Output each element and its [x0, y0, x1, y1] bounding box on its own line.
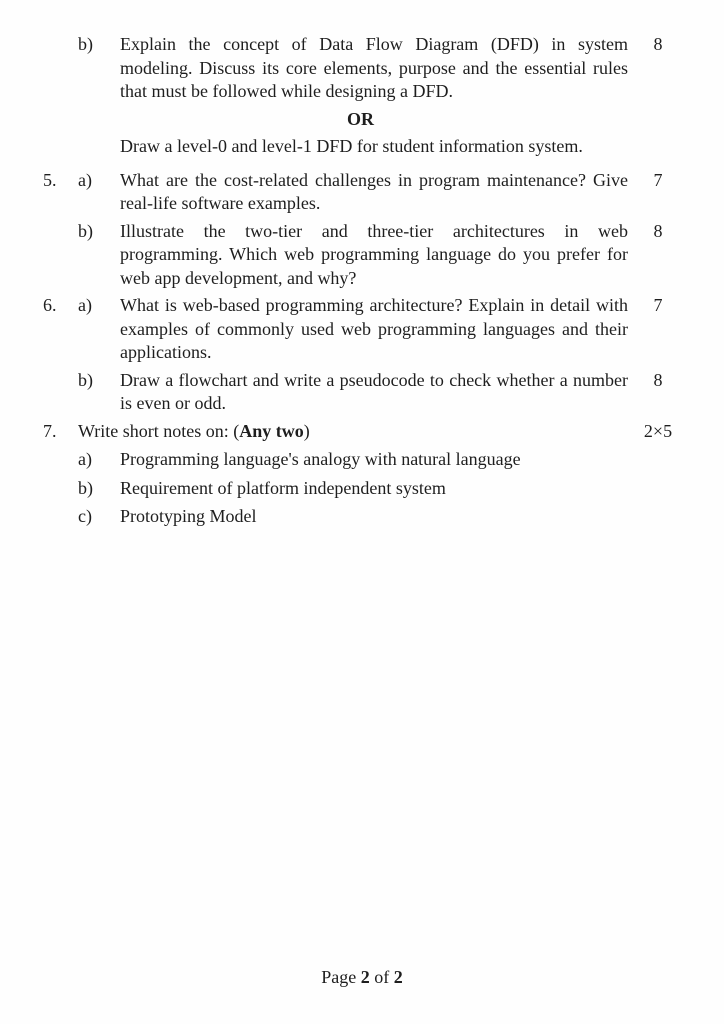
- question-5b-row: [43, 220, 678, 291]
- part-letter: a): [78, 169, 92, 190]
- marks-value: 8: [653, 220, 663, 241]
- or-heading: OR: [347, 108, 374, 129]
- question-text: Draw a flowchart and write a pseudocode to check whether a number is even or odd.: [120, 369, 628, 413]
- question-7-row: [43, 420, 678, 444]
- footer-word-page: Page: [321, 967, 357, 987]
- marks-value: 2×5: [643, 420, 673, 441]
- marks-value: 8: [653, 34, 663, 54]
- marks-value: 8: [653, 369, 663, 390]
- part-letter: b): [78, 220, 93, 241]
- question-text-emphasis: Any two: [239, 420, 304, 441]
- question-7c-row: [43, 505, 678, 529]
- part-letter: b): [78, 369, 93, 390]
- page-footer: [0, 966, 724, 990]
- question-text-prefix: Write short notes on: (: [78, 420, 240, 441]
- question-6b-row: [43, 369, 678, 416]
- question-7b-row: [43, 477, 678, 501]
- footer-page-number: 2: [360, 967, 370, 987]
- question-6a-row: [43, 294, 678, 365]
- question-number: 5.: [43, 169, 57, 190]
- question-number: 7.: [43, 420, 57, 441]
- question-text: Programming language's analogy with natural language: [120, 449, 521, 469]
- question-text: Explain the concept of Data Flow Diagram (DFD) in system modeling. Discuss its core elements, purpose and the essential rules that must be followed while designing a DFD.: [120, 34, 628, 101]
- question-text: Prototyping Model: [120, 506, 257, 526]
- question-number: 6.: [43, 295, 57, 315]
- part-letter: a): [78, 449, 92, 469]
- footer-word-of: of: [374, 967, 390, 987]
- question-7a-row: [43, 448, 678, 472]
- part-letter: c): [78, 506, 92, 526]
- question-text: Draw a level-0 and level-1 DFD for student information system.: [120, 136, 583, 156]
- question-text: What is web-based programming architecture? Explain in detail with examples of commonly used web programming languages and their applications.: [120, 295, 628, 362]
- question-text: [78, 420, 628, 444]
- question-text: Illustrate the two-tier and three-tier architectures in web programming. Which web programming language do you prefer for web app development, and why?: [120, 220, 628, 288]
- footer-total-pages: 2: [393, 967, 403, 987]
- question-text: Requirement of platform independent system: [120, 477, 446, 498]
- question-4b-row: [43, 33, 678, 104]
- question-list: [43, 33, 678, 534]
- marks-value: 7: [653, 169, 663, 190]
- part-letter: b): [78, 34, 93, 54]
- question-text: What are the cost-related challenges in program maintenance? Give real-life software examples.: [120, 169, 628, 213]
- part-letter: b): [78, 477, 93, 498]
- question-5a-row: [43, 169, 678, 216]
- part-letter: a): [78, 295, 92, 315]
- question-text-suffix: ): [303, 420, 310, 441]
- or-alternative-row: [43, 135, 678, 159]
- marks-value: 7: [653, 295, 663, 315]
